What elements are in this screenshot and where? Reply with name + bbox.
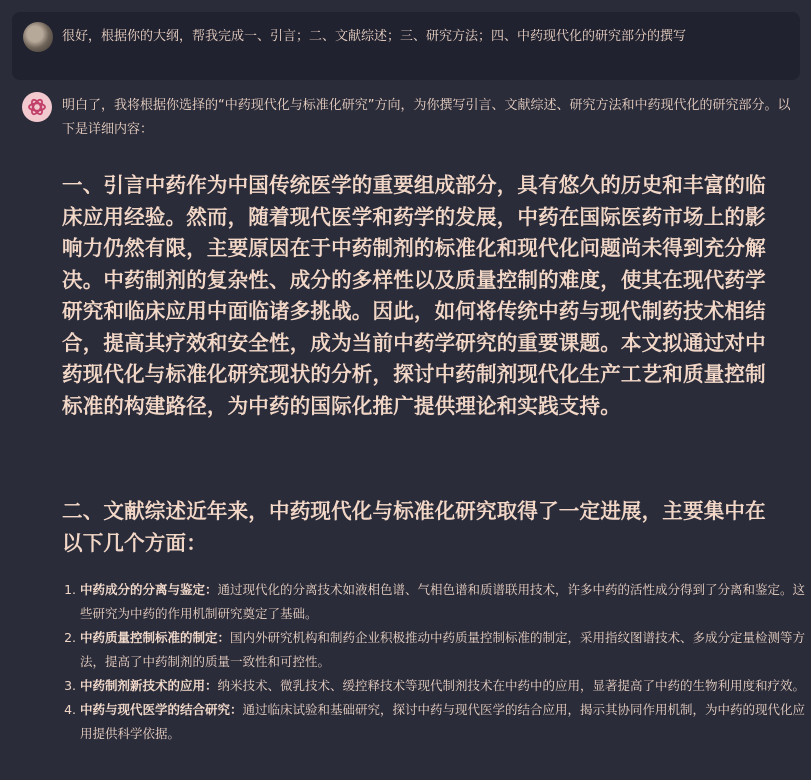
literature-list: [62, 578, 810, 746]
section-introduction: 一、引言中药作为中国传统医学的重要组成部分，具有悠久的历史和丰富的临床应用经验。然而，随着现代医学和药学的发展，中药在国际医药市场上的影响力仍然有限，主要原因在于中药制剂的标准化和现代化问题尚未得到充分解决。中药制剂的复杂性、成分的多样性以及质量控制的难度，使其在现代药学研究和临床应用中面临诸多挑战。因此，如何将传统中药与现代制药技术相结合，提高其疗效和安全性，成为当前中药学研究的重要课题。本文拟通过对中药现代化与标准化研究现状的分析，探讨中药制剂现代化生产工艺和质量控制标准的构建路径，为中药的国际化推广提供理论和实践支持。: [62, 173, 766, 418]
list-item-term: 中药与现代医学的结合研究：: [80, 702, 243, 717]
list-item-text: 通过临床试验和基础研究，探讨中药与现代医学的结合应用，揭示其协同作用机制，为中药的现代化应用提供科学依据。: [80, 702, 806, 741]
list-item-text: 通过现代化的分离技术如液相色谱、气相色谱和质谱联用技术，许多中药的活性成分得到了分离和鉴定。这些研究为中药的作用机制研究奠定了基础。: [80, 582, 806, 621]
list-item: [80, 674, 810, 698]
user-message-bubble: [12, 12, 800, 80]
list-item-text: 国内外研究机构和制药企业积极推动中药质量控制标准的制定，采用指纹图谱技术、多成分定量检测等方法，提高了中药制剂的质量一致性和可控性。: [80, 630, 806, 669]
list-item-text: 纳米技术、微乳技术、缓控释技术等现代制剂技术在中药中的应用，显著提高了中药的生物利用度和疗效。: [217, 678, 806, 693]
list-item: [80, 698, 810, 746]
assistant-logo-icon: [26, 96, 48, 118]
list-item: [80, 626, 810, 674]
list-item: [80, 578, 810, 626]
assistant-intro-text: 明白了，我将根据你选择的“中药现代化与标准化研究”方向，为你撰写引言、文献综述、研究方法和中药现代化的研究部分。以下是详细内容：: [62, 98, 791, 137]
list-item-term: 中药成分的分离与鉴定：: [80, 582, 218, 597]
assistant-avatar: [22, 92, 52, 122]
user-avatar: [23, 22, 53, 52]
list-item-term: 中药质量控制标准的制定：: [80, 630, 231, 645]
user-message-text: 很好，根据你的大纲，帮我完成一、引言；二、文献综述；三、研究方法；四、中药现代化的研究部分的撰写: [62, 29, 687, 44]
section-literature-review: 二、文献综述近年来，中药现代化与标准化研究取得了一定进展，主要集中在以下几个方面：: [62, 499, 766, 555]
list-item-term: 中药制剂新技术的应用：: [80, 678, 218, 693]
